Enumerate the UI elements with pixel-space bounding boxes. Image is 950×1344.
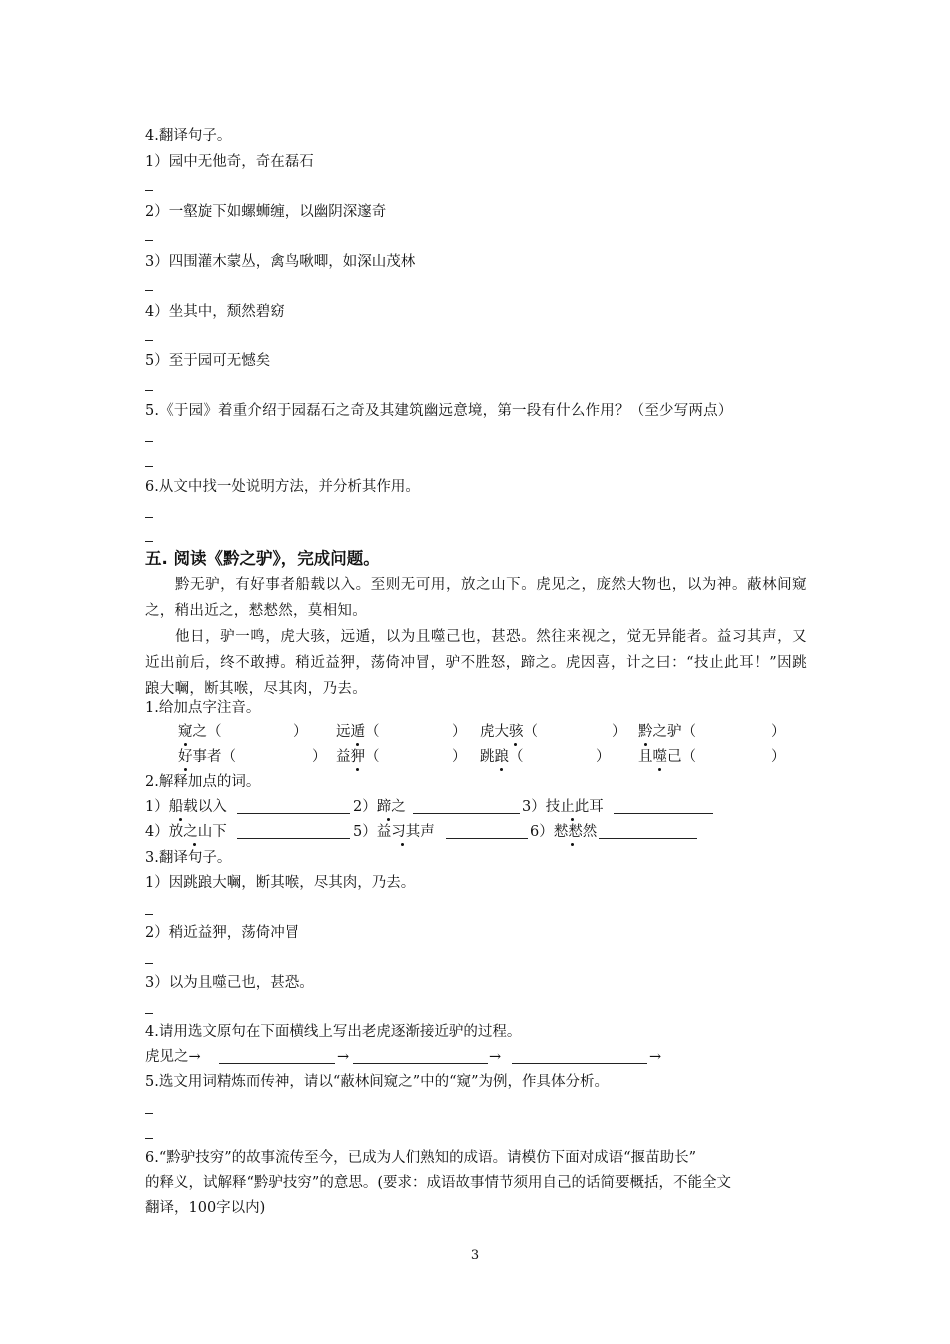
passage-paragraph-2: 他日，驴一鸣，虎大骇，远遁，以为且噬己也，甚恐。然往来视之，觉无异能者。益习其声，又近出前后，终不敢搏。稍近益狎，荡倚冲冒，驴不胜怒，蹄之。虎因喜，计之曰：“技止此耳！”因跳踉大㘎，断其喉，尽其肉，乃去。 (145, 629, 807, 697)
paren-close: ） (771, 724, 786, 740)
pinyin-item-7: 跳踉（ (480, 749, 524, 765)
paren-close: ） (612, 724, 627, 740)
sentence-2: 2）一壑旋下如螺蛳缠，以幽阴深邃奇 (145, 204, 387, 220)
answer-blank[interactable] (413, 799, 520, 814)
emphasis-dot (638, 722, 653, 742)
answer-line[interactable] (145, 1013, 153, 1014)
emphasis-dot (558, 822, 587, 842)
answer-blank[interactable] (237, 799, 350, 814)
arrow: → (649, 1049, 662, 1065)
translate-1: 1）因跳踉大㘎，断其喉，尽其肉，乃去。 (145, 875, 416, 891)
sentence-3: 3）四围灌木蒙丛，禽鸟啾唧，如深山茂林 (145, 254, 416, 270)
passage-paragraph-1: 黔无驴，有好事者船载以入。至则无可用，放之山下。虎见之，庞然大物也，以为神。蔽林间窥之，稍出近之，慭慭然，莫相知。 (145, 577, 807, 619)
sentence-4: 4）坐其中，颓然碧窈 (145, 304, 285, 320)
translate-2: 2）稍近益狎，荡倚冲冒 (145, 925, 300, 941)
emphasis-dot (173, 797, 188, 817)
question-6: 6.从文中找一处说明方法，并分析其作用。 (145, 479, 420, 495)
answer-line[interactable] (145, 340, 153, 341)
paren-close: ） (312, 749, 327, 765)
paren-close: ） (452, 749, 467, 765)
process-blank-2[interactable] (353, 1049, 488, 1064)
answer-line[interactable] (145, 390, 153, 391)
word-item-4: 4）放之山下 (145, 824, 227, 840)
answer-line[interactable] (145, 963, 153, 964)
emphasis-dot (395, 822, 410, 842)
q3-title: 3.翻译句子。 (145, 850, 232, 866)
sentence-1: 1）园中无他奇，奇在磊石 (145, 154, 314, 170)
answer-line[interactable] (145, 190, 153, 191)
emphasis-dot (350, 747, 365, 767)
answer-line[interactable] (145, 1138, 153, 1139)
process-start: 虎见之→ (145, 1049, 201, 1065)
emphasis-dot (494, 747, 509, 767)
emphasis-dot (381, 797, 396, 817)
process-blank-3[interactable] (512, 1049, 647, 1064)
answer-blank[interactable] (446, 824, 528, 839)
pinyin-item-2: 远遁（ (336, 724, 380, 740)
q2-title: 2.解释加点的词。 (145, 774, 261, 790)
answer-blank[interactable] (237, 824, 350, 839)
emphasis-dot (350, 722, 365, 742)
answer-line[interactable] (145, 441, 153, 442)
emphasis-dot (565, 797, 580, 817)
answer-blank[interactable] (614, 799, 713, 814)
answer-blank[interactable] (599, 824, 697, 839)
pinyin-item-3: 虎大骇（ (480, 724, 538, 740)
pinyin-item-6: 益狎（ (336, 749, 380, 765)
paren-close: ） (293, 724, 308, 740)
word-item-1: 1）船载以入 (145, 799, 227, 815)
answer-line[interactable] (145, 240, 153, 241)
answer-line[interactable] (145, 466, 153, 467)
answer-line[interactable] (145, 290, 153, 291)
answer-line[interactable] (145, 517, 153, 518)
word-item-5: 5）益习其声 (353, 824, 435, 840)
emphasis-dot (652, 747, 667, 767)
arrow: → (337, 1049, 350, 1065)
process-blank-1[interactable] (219, 1049, 335, 1064)
q1-title: 1.给加点字注音。 (145, 700, 261, 716)
pinyin-item-8: 且噬己（ (638, 749, 696, 765)
word-item-6: 6）慭慭然 (530, 824, 598, 840)
paren-close: ） (596, 749, 611, 765)
q6-line-2: 的释义，试解释“黔驴技穷”的意思。(要求：成语故事情节须用自己的话简要概括，不能全文 (145, 1175, 731, 1191)
question-4-title: 4.翻译句子。 (145, 128, 232, 144)
emphasis-dot (178, 747, 193, 767)
answer-line[interactable] (145, 1113, 153, 1114)
q4-title: 4.请用选文原句在下面横线上写出老虎逐渐接近驴的过程。 (145, 1024, 522, 1040)
pinyin-item-1: 窥之（ (178, 724, 222, 740)
answer-line[interactable] (145, 914, 153, 915)
q6-line-1: 6.“黔驴技穷”的故事流传至今，已成为人们熟知的成语。请模仿下面对成语“揠苗助长” (145, 1150, 696, 1166)
emphasis-dot (187, 822, 202, 842)
word-item-3: 3）技止此耳 (522, 799, 604, 815)
arrow: → (489, 1049, 502, 1065)
paren-close: ） (771, 749, 786, 765)
translate-3: 3）以为且噬己也，甚恐。 (145, 975, 314, 991)
pinyin-item-5: 好事者（ (178, 749, 236, 765)
paren-close: ） (452, 724, 467, 740)
emphasis-dot (178, 722, 193, 742)
word-item-2: 2）蹄之 (353, 799, 406, 815)
pinyin-item-4: 黔之驴（ (638, 724, 696, 740)
page-number: 3 (470, 1248, 480, 1263)
emphasis-dot (508, 722, 523, 742)
answer-line[interactable] (145, 541, 153, 542)
section-5-heading: 五. 阅读《黔之驴》，完成问题。 (145, 549, 380, 568)
sentence-5: 5）至于园可无憾矣 (145, 353, 271, 369)
q5-title: 5.选文用词精炼而传神，请以“蔽林间窥之”中的“窥”为例，作具体分析。 (145, 1074, 609, 1090)
q6-line-3: 翻译，100字以内) (145, 1200, 266, 1216)
question-5: 5.《于园》着重介绍于园磊石之奇及其建筑幽远意境，第一段有什么作用？（至少写两点） (145, 403, 733, 419)
